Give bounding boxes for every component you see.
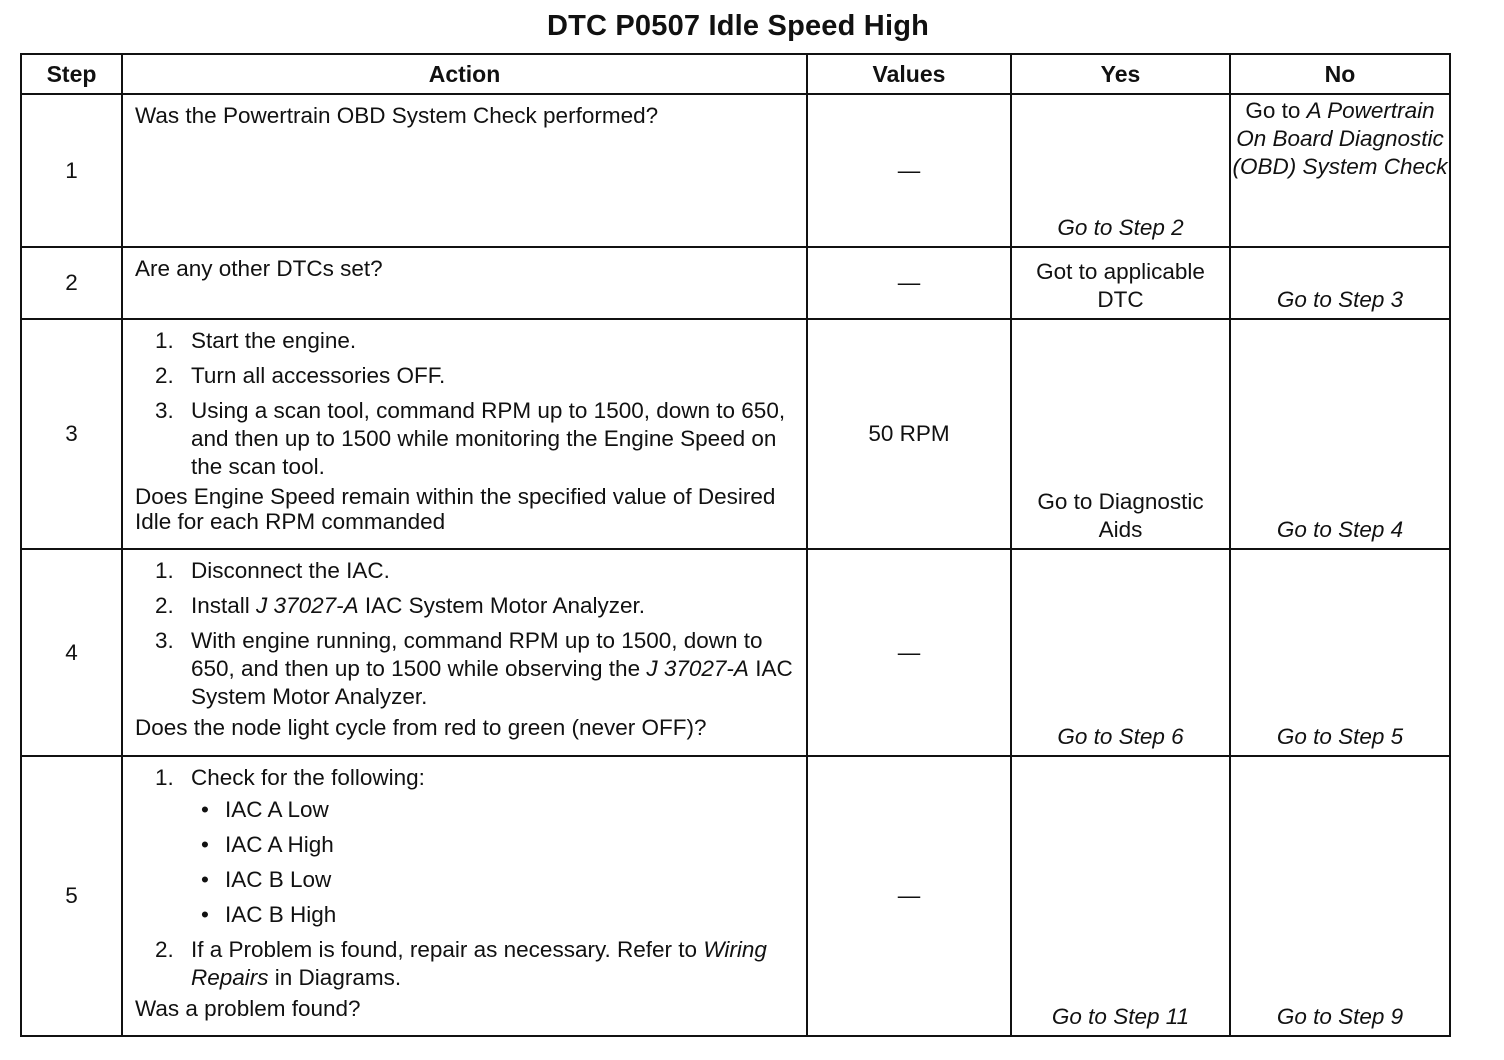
check-list [191, 796, 796, 929]
action-steps [135, 557, 796, 711]
list-item: 2. Install J 37027-A IAC System Motor Analyzer. [155, 593, 645, 618]
bullet-item: • IAC B Low [191, 866, 796, 894]
action-question: Was a problem found? [135, 996, 361, 1021]
action-cell [122, 756, 807, 1036]
header-step: Step [21, 54, 122, 94]
action-cell [122, 94, 807, 247]
value-cell: — [807, 247, 1011, 319]
header-values: Values [807, 54, 1011, 94]
no-prefix: Go to [1245, 98, 1301, 123]
action-cell [122, 319, 807, 549]
value-cell: — [807, 549, 1011, 756]
bullet-item: • IAC A Low [191, 796, 796, 824]
header-yes: Yes [1011, 54, 1230, 94]
no-cell: Go to Step 3 [1230, 247, 1450, 319]
table-row [21, 247, 1450, 319]
value-cell: — [807, 756, 1011, 1036]
yes-cell: Go to Diagnostic Aids [1011, 319, 1230, 549]
no-cell: Go to Step 5 [1230, 549, 1450, 756]
step-number: 5 [21, 756, 122, 1036]
action-cell [122, 549, 807, 756]
tool-name: J 37027-A [646, 656, 749, 681]
header-action: Action [122, 54, 807, 94]
action-steps [135, 764, 796, 992]
yes-cell: Go to Step 2 [1011, 94, 1230, 247]
diagnostic-table [20, 53, 1451, 1037]
page-title: DTC P0507 Idle Speed High [546, 10, 930, 42]
action-question: Was the Powertrain OBD System Check performed? [135, 103, 659, 128]
action-question: Does the node light cycle from red to green (never OFF)? [135, 715, 707, 740]
yes-cell: Go to Step 11 [1011, 756, 1230, 1036]
yes-cell: Got to applicable DTC [1011, 247, 1230, 319]
header-row [21, 54, 1450, 94]
no-cell [1230, 94, 1450, 247]
bullet-item: • IAC B High [191, 901, 796, 929]
no-cell: Go to Step 4 [1230, 319, 1450, 549]
value-cell: — [807, 94, 1011, 247]
step-number: 4 [21, 549, 122, 756]
list-item: 1. Disconnect the IAC. [155, 558, 390, 583]
table-row [21, 319, 1450, 549]
no-cell: Go to Step 9 [1230, 756, 1450, 1036]
table-row [21, 549, 1450, 756]
bullet-item: • IAC A High [191, 831, 796, 859]
step-number: 1 [21, 94, 122, 247]
header-no: No [1230, 54, 1450, 94]
action-cell [122, 247, 807, 319]
action-question: Are any other DTCs set? [135, 256, 383, 281]
table-row [21, 756, 1450, 1036]
list-item: 1. Check for the following: • IAC A Low • IAC A High • IAC B Low • IAC B High [135, 764, 796, 929]
tool-name: J 37027-A [256, 593, 359, 618]
action-question: Does Engine Speed remain within the specified value of Desired Idle for each RPM commanded [135, 484, 776, 534]
yes-cell: Go to Step 6 [1011, 549, 1230, 756]
list-item: 2. Turn all accessories OFF. [155, 363, 446, 388]
step-number: 2 [21, 247, 122, 319]
no-procedure-name: A Powertrain On Board Diagnostic (OBD) System Check [1232, 98, 1448, 179]
list-item: 1. Start the engine. [155, 328, 357, 353]
list-item: 2. If a Problem is found, repair as necessary. Refer to Wiring Repairs in Diagrams. [155, 937, 767, 990]
value-cell: 50 RPM [807, 319, 1011, 549]
table-row [21, 94, 1450, 247]
list-item: 3. Using a scan tool, command RPM up to 1500, down to 650, and then up to 1500 while monitoring the Engine Speed on the scan tool. [155, 398, 786, 479]
step-number: 3 [21, 319, 122, 549]
list-item: 3. With engine running, command RPM up to 1500, down to 650, and then up to 1500 while observing the J 37027-A IAC System Motor Analyzer. [155, 628, 793, 709]
action-steps [135, 327, 796, 481]
reference-title: Wiring Repairs [191, 937, 767, 990]
